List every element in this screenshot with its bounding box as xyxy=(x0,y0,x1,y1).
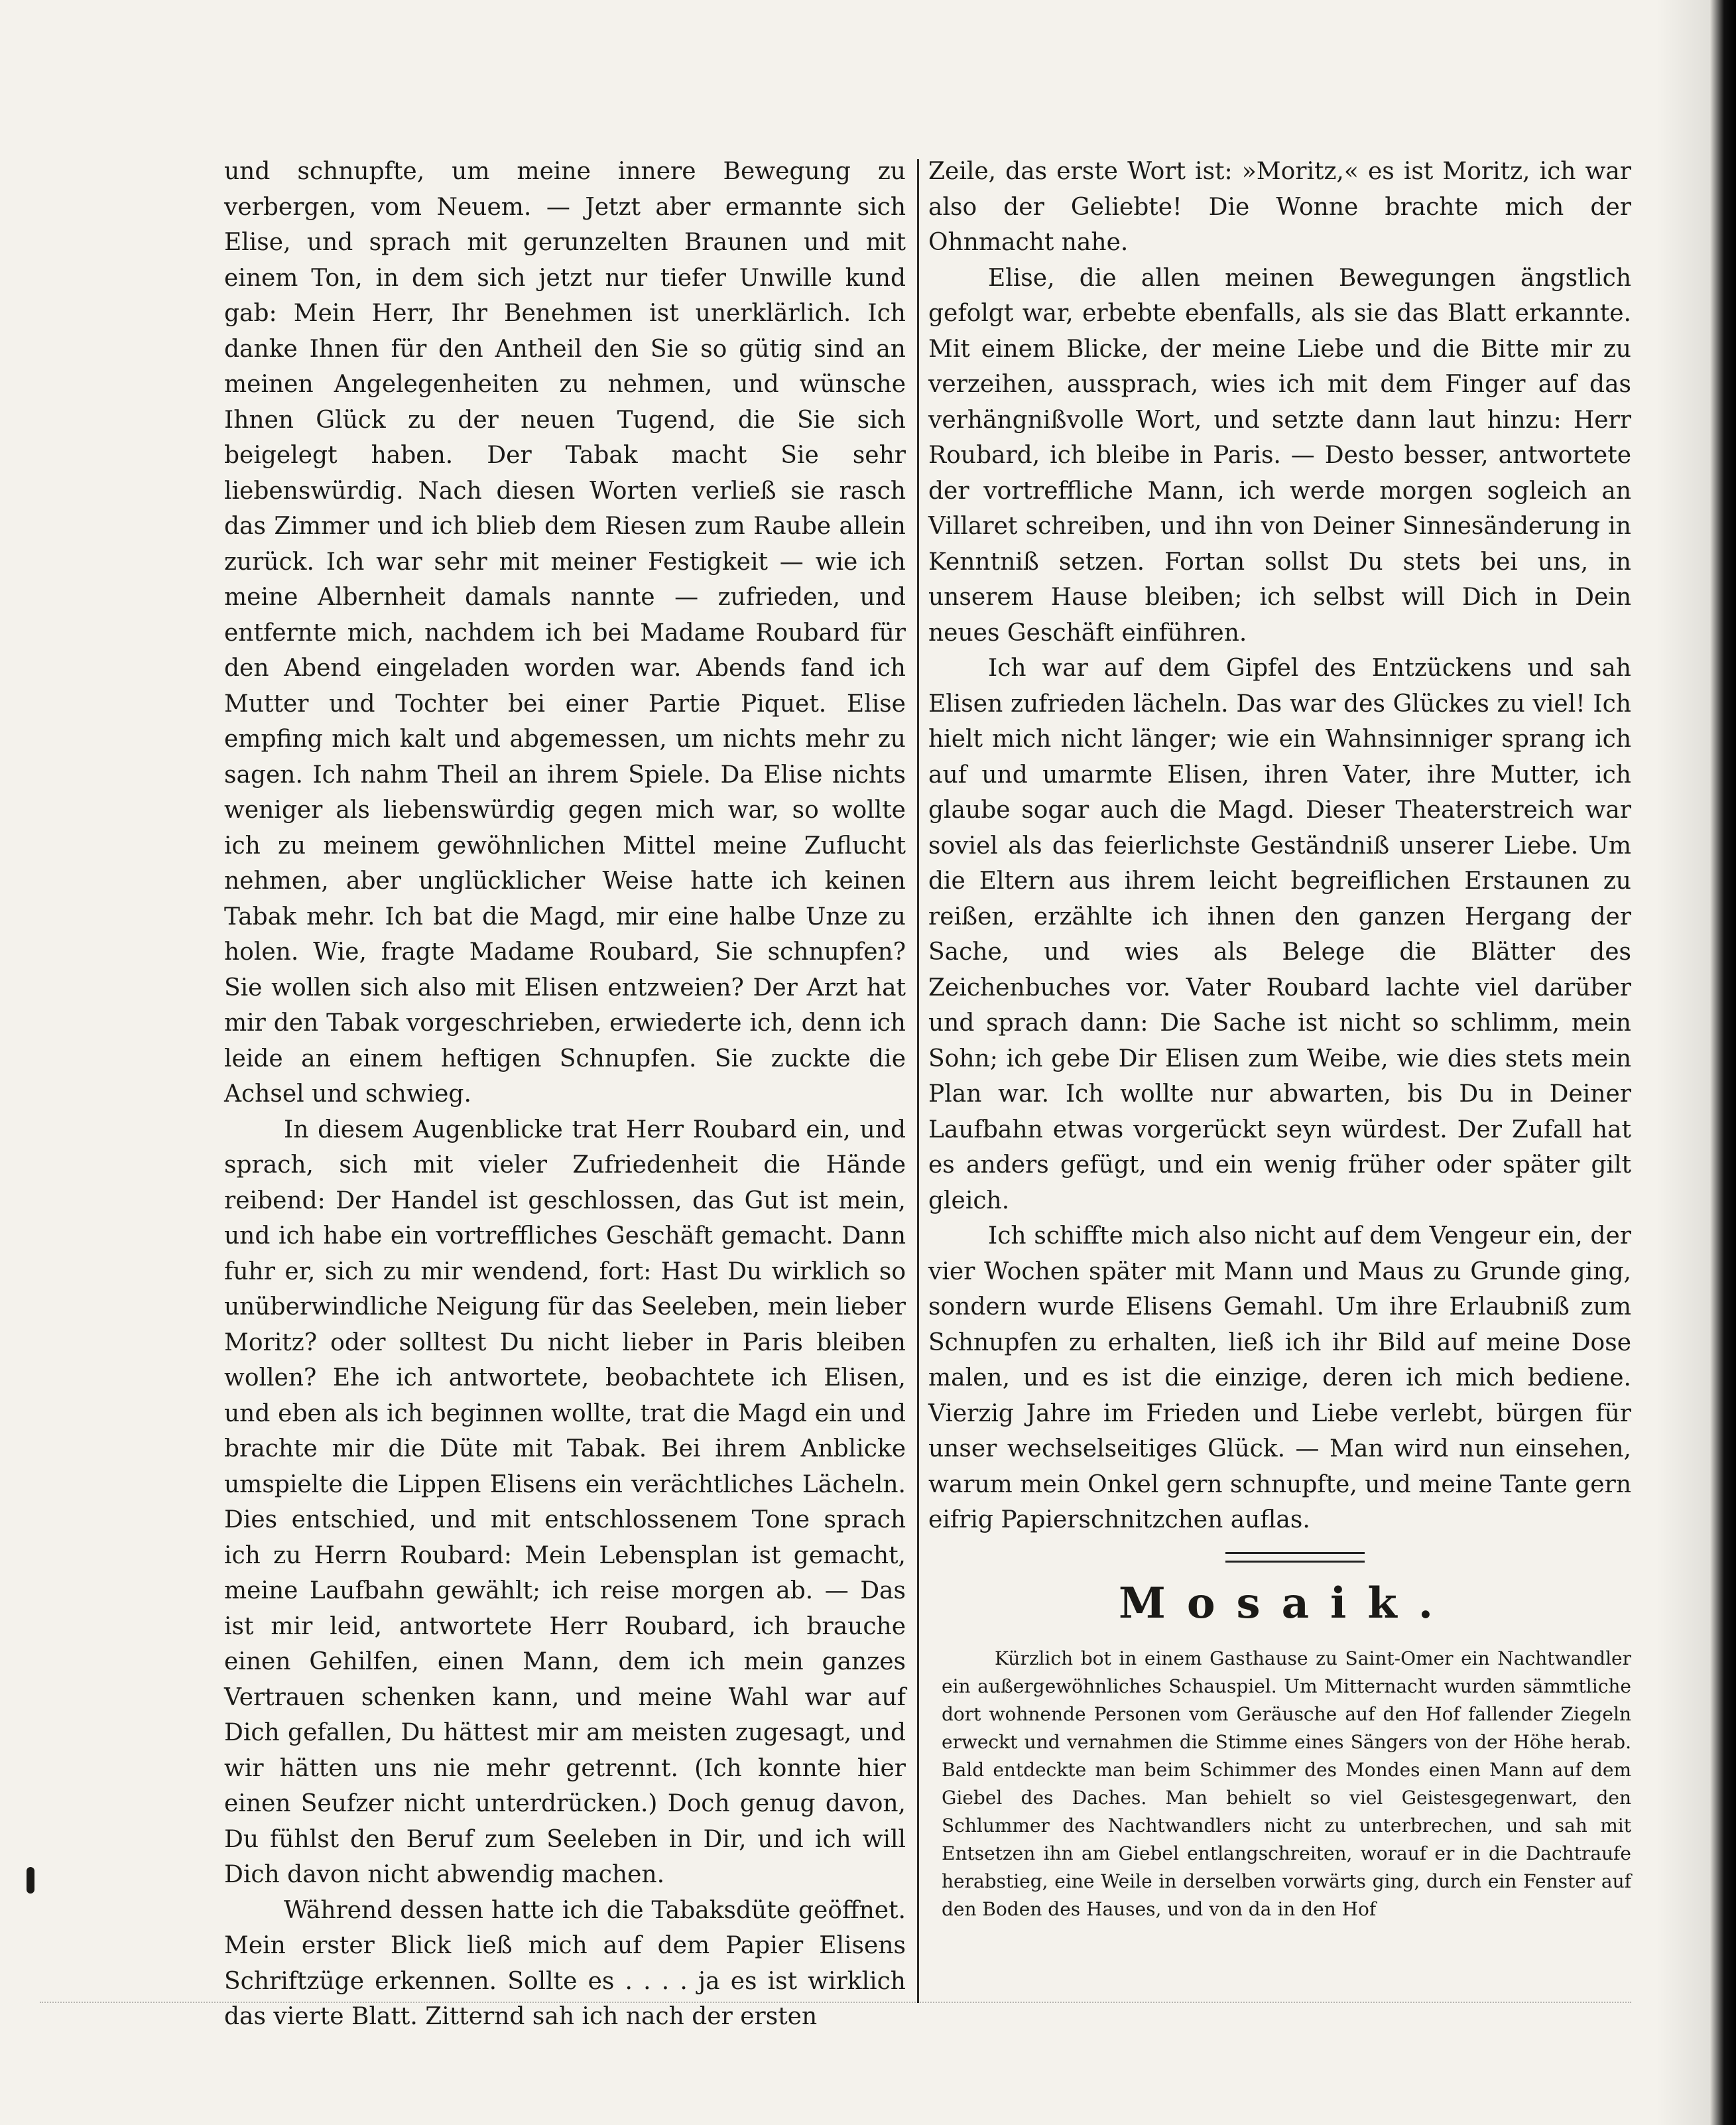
right-paragraph-2: Elise, die allen meinen Bewegungen ängstlich gefolgt war, erbebte ebenfalls, als sie das Blatt erkannte. Mit einem Blicke, der meine Liebe und die Bitte mir zu verzeihen, aussprach, wies ich mit dem Finger auf das verhängnißvolle Wort, und setzte dann laut hinzu: Herr Roubard, ich bleibe in Paris. — Desto besser, antwortete der vortreffliche Mann, ich werde morgen sogleich an Villaret schreiben, und ihn von Deiner Sinnesänderung in Kenntniß setzen. Fortan sollst Du stets bei uns, in unserem Hause bleiben; ich selbst will Dich in Dein neues Geschäft einführen. xyxy=(928,264,1631,647)
bottom-edge-noise xyxy=(40,2002,1631,2004)
left-column xyxy=(224,154,906,2035)
right-paragraph-1: Zeile, das erste Wort ist: »Moritz,« es ist Moritz, ich war also der Geliebte! Die Wonne brachte mich der Ohnmacht nahe. xyxy=(928,158,1631,256)
margin-ink-mark xyxy=(27,1867,34,1894)
left-paragraph-2: In diesem Augenblicke trat Herr Roubard ein, und sprach, sich mit vieler Zufriedenheit die Hände reibend: Der Handel ist geschlossen, das Gut ist mein, und ich habe ein vortreffliches Geschäft gemacht. Dann fuhr er, sich zu mir wendend, fort: Hast Du wirklich so unüberwindliche Neigung für das Seeleben, mein lieber Moritz? oder solltest Du nicht lieber in Paris bleiben wollen? Ehe ich antwortete, beobachtete ich Elisen, und eben als ich beginnen wollte, trat die Magd ein und brachte mir die Düte mit Tabak. Bei ihrem Anblicke umspielte die Lippen Elisens ein verächtliches Lächeln. Dies entschied, und mit entschlossenem Tone sprach ich zu Herrn Roubard: Mein Lebensplan ist gemacht, meine Laufbahn gewählt; ich reise morgen ab. — Das ist mir leid, antwortete Herr Roubard, ich brauche einen Gehilfen, einen Mann, dem ich mein ganzes Vertrauen schenken kann, und meine Wahl war auf Dich gefallen, Du hättest mir am meisten zugesagt, und wir hätten uns nie mehr getrennt. (Ich konnte hier einen Seufzer nicht unterdrücken.) Doch genug davon, Du fühlst den Beruf zum Seeleben in Dir, und ich will Dich davon nicht abwendig machen. xyxy=(224,1116,906,1888)
right-paragraph-4: Ich schiffte mich also nicht auf dem Vengeur ein, der vier Wochen später mit Mann und Maus zu Grunde ging, sondern wurde Elisens Gemahl. Um ihre Erlaubniß zum Schnupfen zu erhalten, ließ ich ihr Bild auf meine Dose malen, und es ist die einzige, deren ich mich bediene. Vierzig Jahre im Frieden und Liebe verlebt, bürgen für unser wechselseitiges Glück. — Man wird nun einsehen, warum mein Onkel gern schnupfte, und meine Tante gern eifrig Papierschnitzchen auflas. xyxy=(928,1222,1631,1533)
section-separator xyxy=(1225,1552,1365,1563)
right-column xyxy=(928,154,1631,1538)
left-paragraph-3: Während dessen hatte ich die Tabaksdüte geöffnet. Mein erster Blick ließ mich auf dem Papier Elisens Schriftzüge erkennen. Sollte es . . . . ja es ist wirklich das vierte Blatt. Zitternd sah ich nach der ersten xyxy=(224,1896,906,2030)
right-paragraph-3: Ich war auf dem Gipfel des Entzückens und sah Elisen zufrieden lächeln. Das war des Glückes zu viel! Ich hielt mich nicht länger; wie ein Wahnsinniger sprang ich auf und umarmte Elisen, ihren Vater, ihre Mutter, ich glaube sogar auch die Magd. Dieser Theaterstreich war soviel als das feierlichste Geständniß unserer Liebe. Um die Eltern aus ihrem leicht begreiflichen Erstaunen zu reißen, erzählte ich ihnen den ganzen Hergang der Sache, und wies als Belege die Blätter des Zeichenbuches vor. Vater Roubard lachte viel darüber und sprach dann: Die Sache ist nicht so schlimm, mein Sohn; ich gebe Dir Elisen zum Weibe, wie dies stets mein Plan war. Ich wollte nur abwarten, bis Du in Deiner Laufbahn etwas vorgerückt seyn würdest. Der Zufall hat es anders gefügt, und ein wenig früher oder später gilt gleich. xyxy=(928,655,1631,1214)
column-divider xyxy=(917,159,919,2003)
section-title: Mosaik. xyxy=(1119,1578,1454,1628)
mosaik-paragraph: Kürzlich bot in einem Gasthause zu Saint-Omer ein Nachtwandler ein außergewöhnliches Schauspiel. Um Mitternacht wurden sämmtliche dort wohnende Personen vom Geräusche auf den Hof fallender Ziegeln erweckt und vernahmen die Stimme eines Sängers von der Höhe herab. Bald entdeckte man beim Schimmer des Mondes einen Mann auf dem Giebel des Daches. Man behielt so viel Geistesgegenwart, den Schlummer des Nachtwandlers nicht zu unterbrechen, und sah mit Entsetzen ihn am Giebel entlangschreiten, worauf er in die Dachtraufe herabstieg, eine Weile in derselben vorwärts ging, durch ein Fenster auf den Boden des Hauses, und von da in den Hof xyxy=(942,1647,1631,1920)
left-paragraph-1: und schnupfte, um meine innere Bewegung zu verbergen, vom Neuem. — Jetzt aber ermannte sich Elise, und sprach mit gerunzelten Braunen und mit einem Ton, in dem sich jetzt nur tiefer Unwille kund gab: Mein Herr, Ihr Benehmen ist unerklärlich. Ich danke Ihnen für den Antheil den Sie so gütig sind an meinen Angelegenheiten zu nehmen, und wünsche Ihnen Glück zu der neuen Tugend, die Sie sich beigelegt haben. Der Tabak macht Sie sehr liebenswürdig. Nach diesen Worten verließ sie rasch das Zimmer und ich blieb dem Riesen zum Raube allein zurück. Ich war sehr mit meiner Festigkeit — wie ich meine Albernheit damals nannte — zufrieden, und entfernte mich, nachdem ich bei Madame Roubard für den Abend eingeladen worden war. Abends fand ich Mutter und Tochter bei einer Partie Piquet. Elise empfing mich kalt und abgemessen, um nichts mehr zu sagen. Ich nahm Theil an ihrem Spiele. Da Elise nichts weniger als liebenswürdig gegen mich war, so wollte ich zu meinem gewöhnlichen Mittel meine Zuflucht nehmen, aber unglücklicher Weise hatte ich keinen Tabak mehr. Ich bat die Magd, mir eine halbe Unze zu holen. Wie, fragte Madame Roubard, Sie schnupfen? Sie wollen sich also mit Elisen entzweien? Der Arzt hat mir den Tabak vorgeschrieben, erwiederte ich, denn ich leide an einem heftigen Schnupfen. Sie zuckte die Achsel und schwieg. xyxy=(224,158,906,1108)
mosaik-section xyxy=(942,1645,1631,1923)
page-edge xyxy=(1709,0,1736,2125)
page-shadow xyxy=(1656,0,1709,2125)
